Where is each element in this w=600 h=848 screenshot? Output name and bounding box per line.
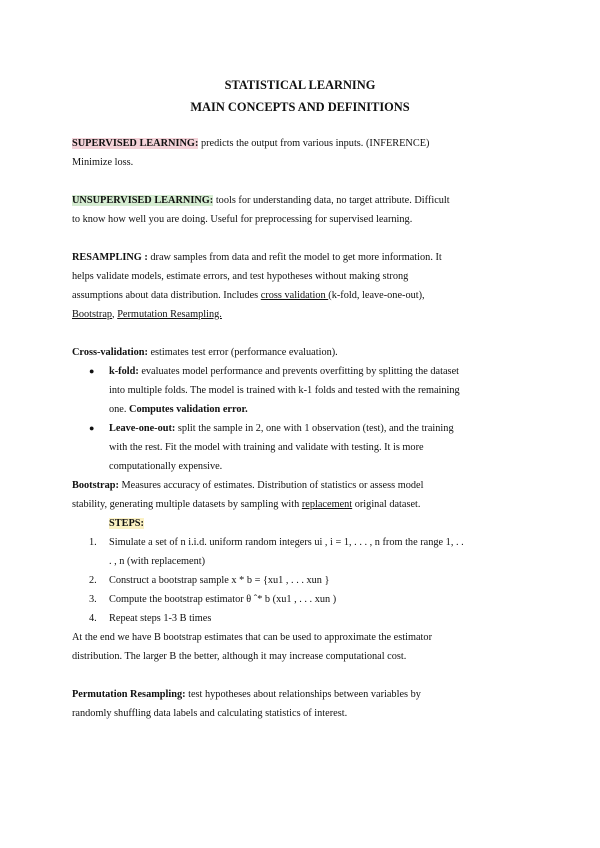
cross-validation-list xyxy=(72,362,528,476)
list-item xyxy=(72,362,528,419)
cross-validation-text: estimates test error (performance evaluation). xyxy=(147,347,338,358)
section-cross-validation xyxy=(72,343,528,476)
kfold-text-1: evaluates model performance and prevents overfitting by splitting the dataset xyxy=(138,366,459,377)
bootstrap-link[interactable]: Bootstrap xyxy=(72,309,113,320)
section-bootstrap xyxy=(72,476,528,666)
document-content xyxy=(72,74,528,723)
step-text: Repeat steps 1-3 B times xyxy=(109,613,212,624)
permutation-text-1: test hypotheses about relationships between variables by xyxy=(185,689,421,700)
loo-term: Leave-one-out: xyxy=(109,423,176,434)
list-item xyxy=(72,590,528,609)
supervised-text-1: predicts the output from various inputs. (INFERENCE) xyxy=(198,138,430,149)
loo-text-1: split the sample in 2, one with 1 observation (test), and the training xyxy=(175,423,454,434)
supervised-term: SUPERVISED LEARNING: xyxy=(72,138,199,149)
section-permutation xyxy=(72,685,528,723)
list-item xyxy=(72,533,528,571)
resampling-text-1: draw samples from data and refit the model to get more information. It xyxy=(147,252,442,263)
step-text: Simulate a set of n i.i.d. uniform random integers ui , i = 1, . . . , n from the range 1, . . xyxy=(109,537,464,548)
supervised-text-2: Minimize loss. xyxy=(72,157,134,168)
resampling-text-3b: (k-fold, leave-one-out), xyxy=(328,290,425,301)
resampling-text-3a: assumptions about data distribution. Includes xyxy=(72,290,261,301)
step-number: 1. xyxy=(89,537,97,548)
step-number: 2. xyxy=(89,575,97,586)
bootstrap-conclusion-1: At the end we have B bootstrap estimates that can be used to approximate the estimator xyxy=(72,632,432,643)
steps-label: STEPS: xyxy=(109,518,144,529)
cross-validation-link[interactable]: cross validation xyxy=(260,290,329,301)
cross-validation-term: Cross-validation: xyxy=(72,347,148,358)
section-unsupervised xyxy=(72,191,528,229)
list-item xyxy=(72,419,528,476)
permutation-term: Permutation Resampling: xyxy=(72,689,186,700)
step-number: 4. xyxy=(89,613,97,624)
loo-text-2: with the rest. Fit the model with training and validate with testing. It is more xyxy=(109,442,424,453)
unsupervised-text-1: tools for understanding data, no target attribute. Difficult xyxy=(213,195,450,206)
list-item xyxy=(72,571,528,590)
resampling-text-2: helps validate models, estimate errors, and test hypotheses without making strong xyxy=(72,271,409,282)
permutation-text-2: randomly shuffling data labels and calculating statistics of interest. xyxy=(72,708,348,719)
unsupervised-term: UNSUPERVISED LEARNING: xyxy=(72,195,214,206)
bootstrap-steps-list xyxy=(72,533,528,628)
kfold-text-2: into multiple folds. The model is trained with k-1 folds and tested with the remaining xyxy=(109,385,460,396)
kfold-text-3: one. xyxy=(109,404,130,415)
bootstrap-text-2b: original dataset. xyxy=(352,499,421,510)
permutation-resampling-link[interactable]: Permutation Resampling. xyxy=(117,309,222,320)
resampling-separator: , xyxy=(112,309,118,320)
bootstrap-term: Bootstrap: xyxy=(72,480,119,491)
kfold-text-3-bold: Computes validation error. xyxy=(129,404,248,415)
step-text-continued: . , n (with replacement) xyxy=(109,556,206,567)
section-resampling xyxy=(72,248,528,324)
bootstrap-text-1: Measures accuracy of estimates. Distribution of statistics or assess model xyxy=(118,480,424,491)
title-line-1: STATISTICAL LEARNING xyxy=(224,78,376,92)
bootstrap-text-2a: stability, generating multiple datasets by sampling with xyxy=(72,499,302,510)
loo-text-3: computationally expensive. xyxy=(109,461,223,472)
resampling-term: RESAMPLING : xyxy=(72,252,148,263)
replacement-link[interactable]: replacement xyxy=(301,499,353,510)
step-number: 3. xyxy=(89,594,97,605)
kfold-term: k-fold: xyxy=(109,366,139,377)
unsupervised-text-2: to know how well you are doing. Useful for preprocessing for supervised learning. xyxy=(72,214,413,225)
step-text: Construct a bootstrap sample x * b = {xu1 , . . . xun } xyxy=(109,575,330,586)
title-line-2: MAIN CONCEPTS AND DEFINITIONS xyxy=(190,100,410,114)
list-item xyxy=(72,609,528,628)
bootstrap-conclusion-2: distribution. The larger B the better, although it may increase computational cost. xyxy=(72,651,407,662)
section-supervised xyxy=(72,134,528,172)
step-text: Compute the bootstrap estimator θ ˆ* b (xu1 , . . . xun ) xyxy=(109,594,337,605)
